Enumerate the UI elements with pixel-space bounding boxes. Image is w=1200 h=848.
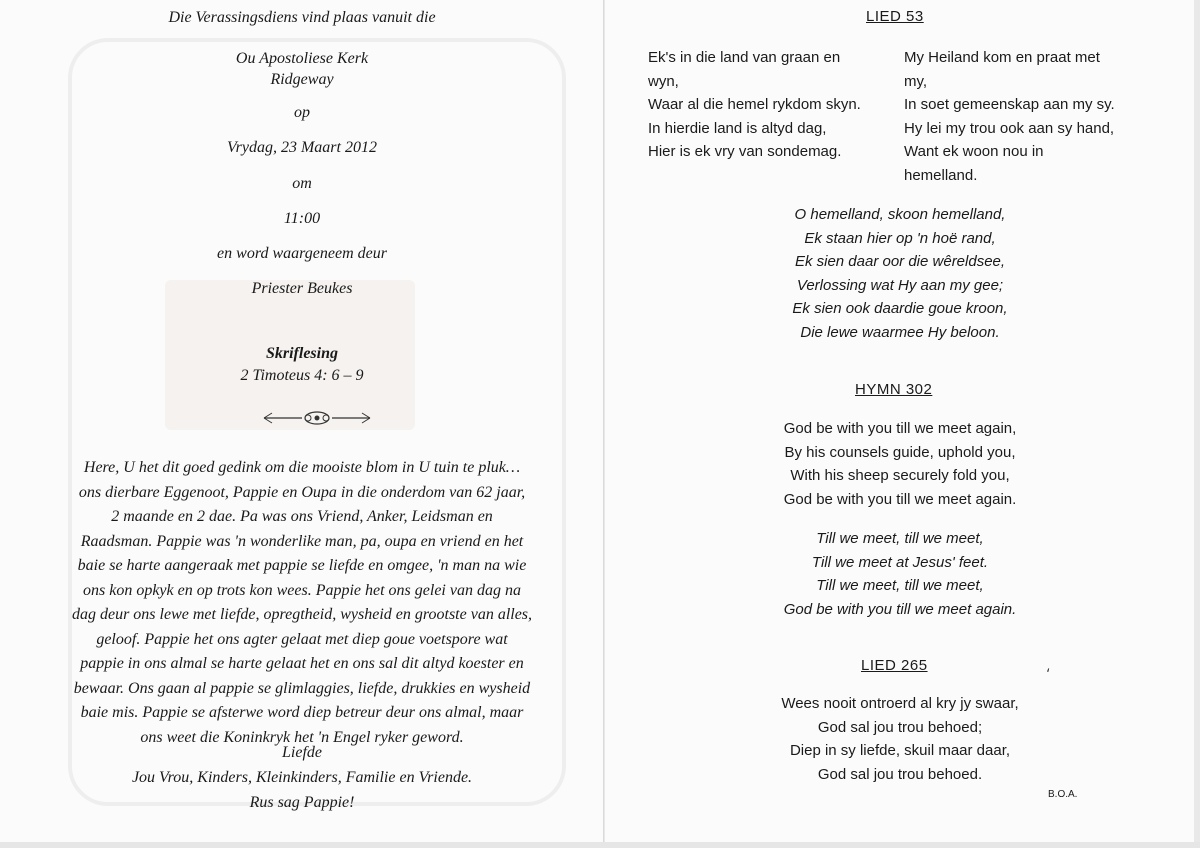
verse-line: In hierdie land is altyd dag,: [648, 119, 827, 137]
officiated-by-line: en word waargeneem deur: [217, 245, 387, 262]
chorus-line: God be with you till we meet again.: [783, 600, 1017, 618]
verse-line: God be with you till we meet again.: [783, 490, 1017, 508]
paper-edge-right: [1194, 0, 1200, 848]
closing-family: Jou Vrou, Kinders, Kleinkinders, Familie en Vriende.: [131, 769, 473, 786]
lied-265-title: LIED 265: [861, 657, 928, 674]
tribute-line: bewaar. Ons gaan al pappie se glimlaggies, liefde, drukkies en wysheid: [73, 679, 531, 697]
closing-farewell: Rus sag Pappie!: [249, 794, 355, 811]
verse-line: By his counsels guide, uphold you,: [784, 443, 1016, 461]
lied-265-verse: [700, 692, 1100, 786]
author-initials: B.O.A.: [1048, 789, 1078, 800]
lied-53-chorus: [720, 203, 1080, 344]
reading-title: Skriflesing: [265, 345, 338, 362]
hymn-302-verse: [700, 417, 1100, 511]
lied-53-title: LIED 53: [866, 8, 924, 25]
verse-line: Waar al die hemel rykdom skyn.: [648, 96, 861, 113]
verse-line: Wees nooit ontroerd al kry jy swaar,: [781, 695, 1019, 712]
tribute-line: ons weet die Koninkryk het 'n Engel ryker geword.: [140, 728, 464, 746]
verse-line: hemelland.: [904, 166, 978, 184]
chorus-line: Die lewe waarmee Hy beloon.: [800, 323, 1000, 341]
verse-line: God sal jou trou behoed;: [817, 718, 983, 736]
tribute-line: dag deur ons lewe met liefde, opregtheid, wysheid en grootste van alles,: [71, 606, 533, 623]
tribute-line: pappie in ons almal se harte gelaat het en ons sal dit altyd koester en: [80, 655, 524, 672]
on-word: op: [294, 104, 310, 121]
chorus-line: Ek staan hier op 'n hoë rand,: [804, 229, 996, 247]
chorus-line: O hemelland, skoon hemelland,: [794, 206, 1006, 223]
verse-line: God sal jou trou behoed.: [817, 765, 983, 783]
verse-line: Hy lei my trou ook aan sy hand,: [904, 119, 1115, 137]
tribute-line: Raadsman. Pappie was 'n wonderlike man, pa, oupa en vriend en het: [80, 532, 524, 550]
chorus-line: Ek sien ook daardie goue kroon,: [792, 300, 1008, 317]
lied-53-verse-1: [648, 46, 888, 164]
tribute-line: ons kon opkyk en op trots kon wees. Pappie het ons gelei van dag na: [83, 581, 521, 599]
verse-line: In soet gemeenskap aan my sy.: [904, 96, 1115, 113]
service-intro: Die Verassingsdiens vind plaas vanuit die: [168, 9, 436, 26]
reading-reference: 2 Timoteus 4: 6 – 9: [240, 367, 364, 384]
tribute-text: [32, 456, 572, 750]
service-date: Vrydag, 23 Maart 2012: [227, 139, 377, 156]
church-location: Ridgeway: [270, 71, 334, 88]
ornament-divider: [262, 405, 372, 431]
verse-line: Hier is ek vry van sondemag.: [648, 143, 842, 160]
paper-edge-bottom: [0, 842, 1200, 848]
chorus-line: Verlossing wat Hy aan my gee;: [796, 276, 1004, 294]
tribute-line: Here, U het dit goed gedink om die mooiste blom in U tuin te pluk…: [83, 459, 521, 476]
tribute-line: 2 maande en 2 dae. Pa was ons Vriend, Anker, Leidsman en: [111, 508, 493, 525]
verse-line: Diep in sy liefde, skuil maar daar,: [789, 742, 1011, 759]
service-time: 11:00: [283, 210, 321, 227]
hymn-302-chorus: [700, 527, 1100, 621]
lied-53-verse-2: [904, 46, 1164, 187]
tribute-line: baie mis. Pappie se afsterwe word diep betreur deur ons almal, maar: [80, 704, 524, 721]
tribute-line: geloof. Pappie het ons agter gelaat met diep goue voetspore wat: [96, 630, 508, 648]
verse-line: wyn,: [648, 72, 679, 90]
tribute-line: baie se harte aangeraak met pappie se liefde en omgee, 'n man na wie: [77, 557, 527, 574]
verse-line: my,: [904, 72, 928, 90]
verse-line: Want ek woon nou in: [904, 143, 1044, 160]
tribute-line: ons dierbare Eggenoot, Pappie en Oupa in die onderdom van 62 jaar,: [78, 483, 526, 501]
verse-line: With his sheep securely fold you,: [790, 467, 1010, 484]
officiant-name: Priester Beukes: [251, 280, 353, 297]
chorus-line: Till we meet, till we meet,: [816, 577, 984, 594]
center-fold: [603, 0, 605, 848]
chorus-line: Till we meet at Jesus' feet.: [811, 553, 989, 571]
chorus-line: Till we meet, till we meet,: [816, 530, 984, 547]
hymn-302-title: HYMN 302: [855, 381, 933, 398]
verse-line: God be with you till we meet again,: [783, 420, 1017, 437]
stray-mark: ⸲: [1046, 657, 1050, 673]
at-word: om: [292, 175, 312, 192]
closing-love: Liefde: [282, 744, 322, 761]
verse-line: Ek's in die land van graan en: [648, 49, 841, 66]
chorus-line: Ek sien daar oor die wêreldsee,: [794, 253, 1006, 270]
verse-line: My Heiland kom en praat met: [904, 49, 1100, 66]
church-name: Ou Apostoliese Kerk: [235, 50, 369, 67]
